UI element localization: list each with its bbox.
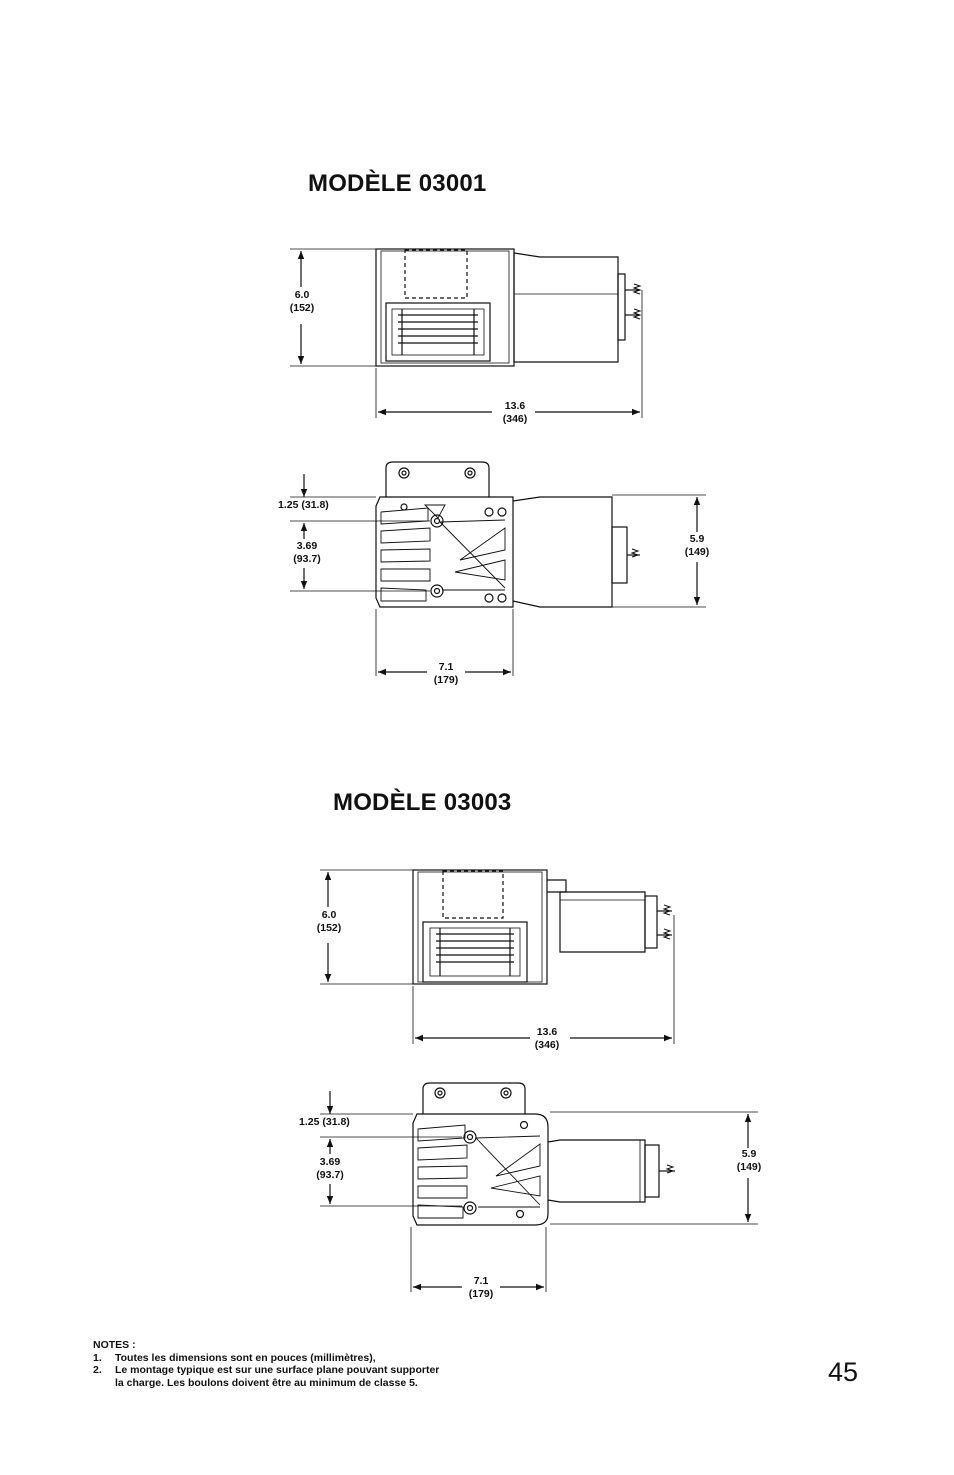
- model-03001-title: MODÈLE 03001: [308, 170, 487, 197]
- model-03001-side-view: [290, 249, 642, 418]
- m2-height-label: 6.0 (152): [316, 909, 342, 934]
- page-number: 45: [828, 1357, 859, 1387]
- model-03001-top-view: [290, 462, 706, 676]
- m2-length-label: 13.6 (346): [534, 1026, 560, 1051]
- m2-offset-label: 1.25 (31.8): [299, 1116, 350, 1128]
- note-item: 1. Toutes les dimensions sont en pouces (millimètres),: [93, 1351, 376, 1364]
- m1-height-label: 6.0 (152): [289, 289, 315, 314]
- m1-width-label: 5.9 (149): [684, 533, 710, 558]
- model-03003-top-view: [320, 1083, 758, 1292]
- m2-bolt-spacing-label: 3.69 (93.7): [316, 1156, 344, 1181]
- model-03003-title: MODÈLE 03003: [333, 789, 512, 816]
- model-03003-side-view: [320, 870, 674, 1044]
- notes-heading: NOTES :: [93, 1339, 136, 1351]
- m1-length-label: 13.6 (346): [502, 400, 528, 425]
- m1-bolt-spacing-label: 3.69 (93.7): [293, 540, 321, 565]
- m1-offset-label: 1.25 (31.8): [278, 499, 329, 511]
- m1-base-length-label: 7.1 (179): [433, 661, 459, 686]
- notes-block: [93, 1339, 439, 1389]
- m2-base-length-label: 7.1 (179): [468, 1275, 494, 1300]
- note-item: 2. Le montage typique est sur une surface plane pouvant supporter la charge. Les boulons doivent être au minimum de classe 5.: [93, 1364, 440, 1389]
- m2-width-label: 5.9 (149): [736, 1148, 762, 1173]
